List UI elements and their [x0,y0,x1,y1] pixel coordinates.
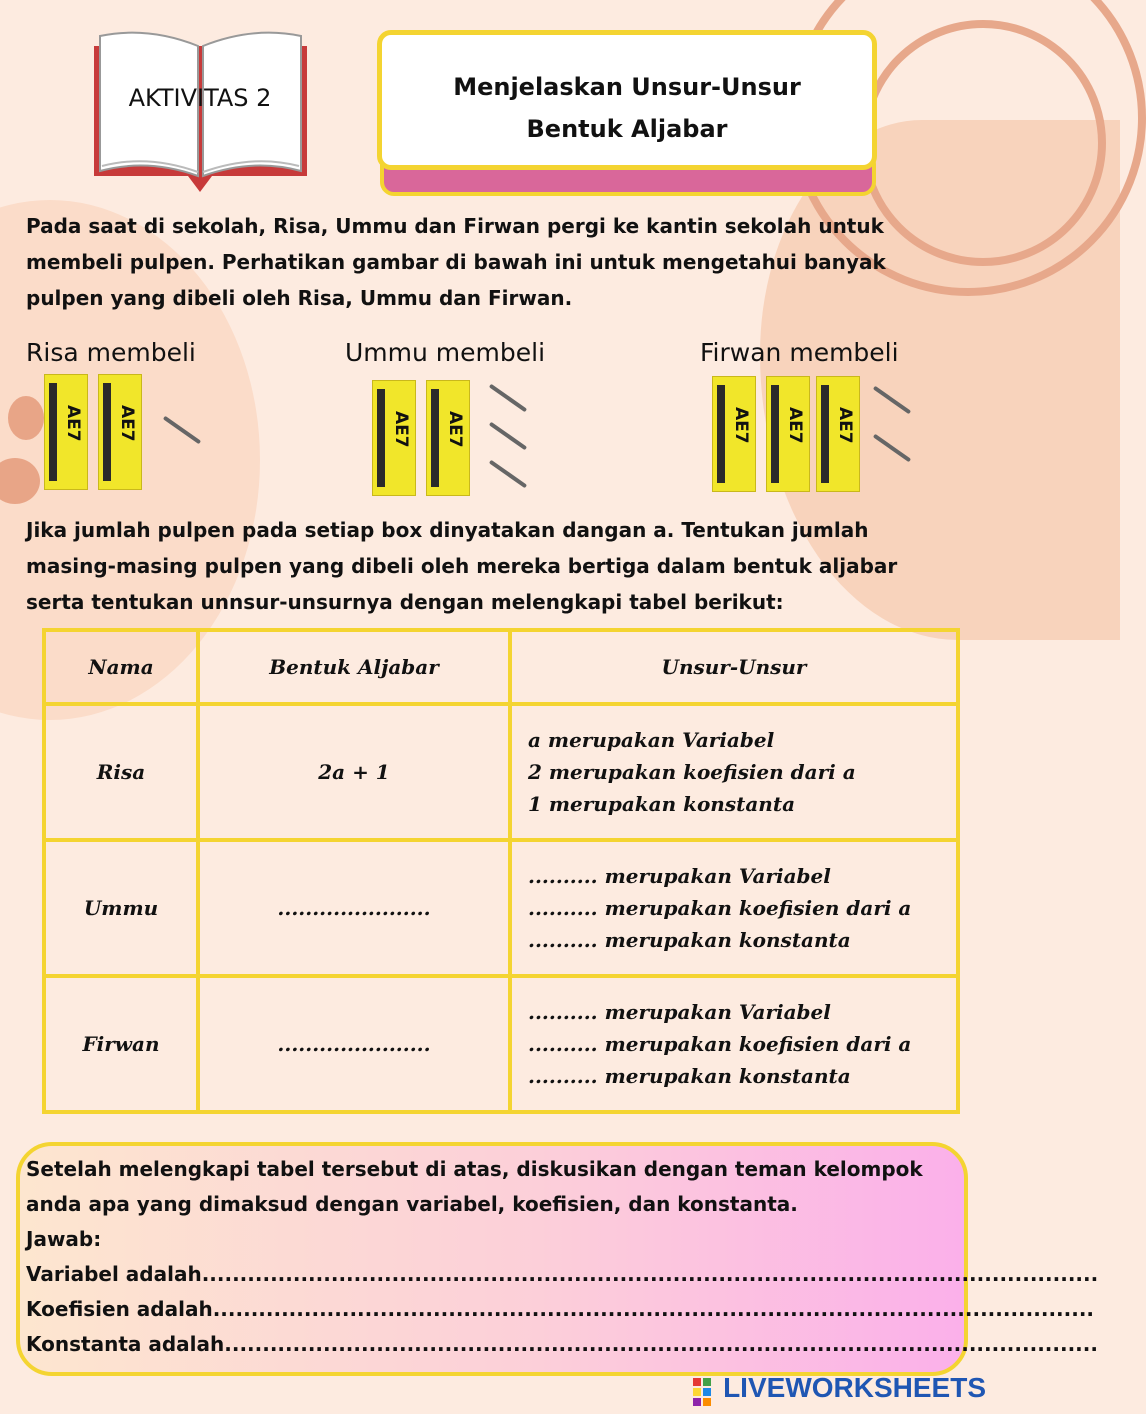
discussion-text [26,1152,1099,1362]
intro-line: Pada saat di sekolah, Risa, Ummu dan Firwan pergi ke kantin sekolah untuk [26,214,884,238]
discussion-line: Setelah melengkapi tabel tersebut di atas, diskusikan dengan teman kelompok [26,1157,923,1181]
intro-line: membeli pulpen. Perhatikan gambar di bawah ini untuk mengetahui banyak [26,250,886,274]
answer-blank-bentuk[interactable]: ...................... [198,976,510,1112]
pen-box-image: AE7 [372,380,416,496]
loose-pen-image [489,422,527,451]
loose-pen-image [489,460,527,489]
pen-box-image: AE7 [426,380,470,496]
background-dot-1 [8,396,44,440]
worksheet-table [42,628,960,1114]
table-row [44,840,958,976]
unsur-blank-line[interactable]: .......... merupakan koefisien dari a [528,1032,912,1056]
pen-box-image: AE7 [44,374,88,490]
question-paragraph [26,512,976,620]
cell-nama: Firwan [44,976,198,1112]
question-line: Jika jumlah pulpen pada setiap box dinyatakan dangan a. Tentukan jumlah [26,518,869,542]
answer-koefisien-field[interactable]: Koefisien adalah.................................................................................................................... [26,1297,1095,1321]
page-title [377,66,877,150]
cell-unsur [510,704,958,840]
unsur-blank-line[interactable]: .......... merupakan Variabel [528,864,831,888]
answer-label: Jawab: [26,1227,102,1251]
cell-nama: Ummu [44,840,198,976]
header-nama: Nama [44,630,198,704]
pen-box-image: AE7 [98,374,142,490]
answer-konstanta-field[interactable]: Konstanta adalah................................................................................................................... [26,1332,1098,1356]
question-line: masing-masing pulpen yang dibeli oleh mereka bertiga dalam bentuk aljabar [26,554,898,578]
liveworksheets-logo[interactable]: LIVEWORKSHEETS [723,1372,986,1403]
unsur-blank-line[interactable]: .......... merupakan Variabel [528,1000,831,1024]
buyer-label-firwan: Firwan membeli [700,338,899,367]
loose-pen-image [489,384,527,413]
table-row [44,976,958,1112]
unsur-blank-line[interactable]: .......... merupakan konstanta [528,928,851,952]
pen-box-image: AE7 [712,376,756,492]
cell-unsur[interactable] [510,976,958,1112]
cell-nama: Risa [44,704,198,840]
header-bentuk-aljabar: Bentuk Aljabar [198,630,510,704]
pen-box-image: AE7 [816,376,860,492]
intro-line: pulpen yang dibeli oleh Risa, Ummu dan Firwan. [26,286,573,310]
buyer-label-risa: Risa membeli [26,338,196,367]
question-line: serta tentukan unnsur-unsurnya dengan melengkapi tabel berikut: [26,590,784,614]
answer-variabel-field[interactable]: Variabel adalah...................................................................................................................... [26,1262,1099,1286]
answer-blank-bentuk[interactable]: ...................... [198,840,510,976]
unsur-blank-line[interactable]: .......... merupakan koefisien dari a [528,896,912,920]
table-header-row [44,630,958,704]
unsur-blank-line[interactable]: .......... merupakan konstanta [528,1064,851,1088]
discussion-line: anda apa yang dimaksud dengan variabel, koefisien, dan konstanta. [26,1192,798,1216]
unsur-line: 2 merupakan koefisien dari a [528,760,856,784]
cell-bentuk: 2a + 1 [198,704,510,840]
intro-paragraph [26,208,976,316]
title-line-1: Menjelaskan Unsur-Unsur [453,73,801,101]
buyer-label-ummu: Ummu membeli [345,338,546,367]
pen-box-image: AE7 [766,376,810,492]
activity-label: AKTIVITAS 2 [128,84,272,112]
cell-unsur[interactable] [510,840,958,976]
title-line-2: Bentuk Aljabar [526,115,728,143]
table-row [44,704,958,840]
unsur-line: a merupakan Variabel [528,728,775,752]
unsur-line: 1 merupakan konstanta [528,792,796,816]
liveworksheets-logo-icon [693,1378,711,1406]
header-unsur-unsur: Unsur-Unsur [510,630,958,704]
